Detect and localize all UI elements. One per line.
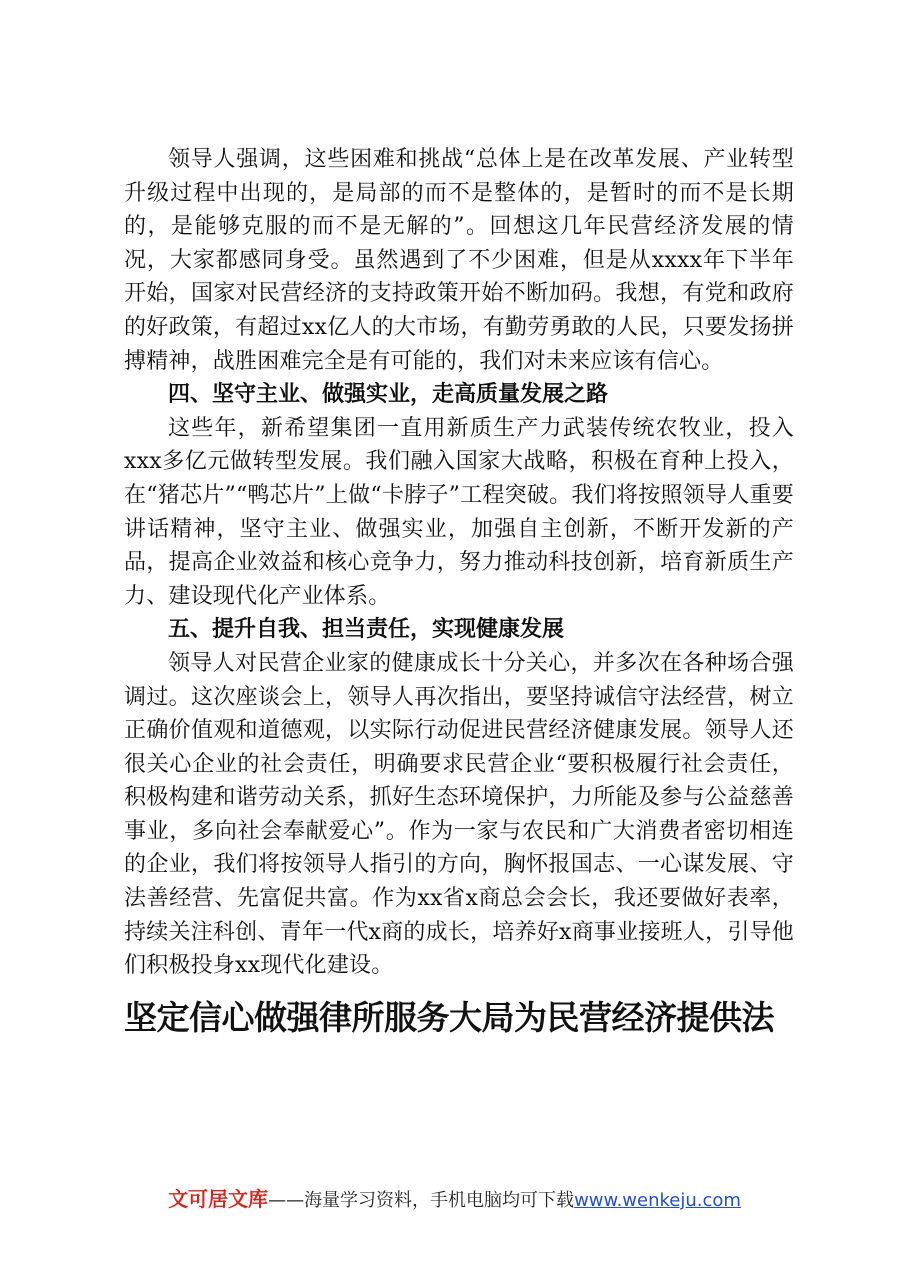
footer-link[interactable]: www.wenkeju.com — [574, 1190, 741, 1211]
footer-tagline: 海量学习资料，手机电脑均可下载 — [304, 1190, 575, 1211]
footer-brand: 文可居文库 — [168, 1187, 269, 1211]
section-heading-5: 五、提升自我、担当责任，实现健康发展 — [168, 617, 565, 643]
body-paragraph: 这些年，新希望集团一直用新质生产力武装传统农牧业，投入xxx多亿元做转型发展。我们融入国家大战略，积极在育种上投入，在“猪芯片”“鸭芯片”上做“卡脖子”工程突破。我们将按照领导人重要讲话精神，坚守主业、做强实业，加强自主创新，不断开发新的产品，提高企业效益和核心竞争力，努力推动科技创新，培育新质生产力、建设现代化产业体系。 — [124, 415, 794, 609]
section-heading-4: 四、坚守主业、做强实业，走高质量发展之路 — [168, 382, 609, 408]
footer-dash: —— — [268, 1190, 305, 1211]
body-paragraph: 领导人对民营企业家的健康成长十分关心，并多次在各种场合强调过。这次座谈会上，领导人再次指出，要坚持诚信守法经营，树立正确价值观和道德观，以实际行动促进民营经济健康发展。领导人还很关心企业的社会责任，明确要求民营企业“要积极履行社会责任，积极构建和谐劳动关系，抓好生态环境保护，力所能及参与公益慈善事业，多向社会奉献爱心”。作为一家与农民和广大消费者密切相连的企业，我们将按领导人指引的方向，胸怀报国志、一心谋发展、守法善经营、先富促共富。作为xx省x商总会会长，我还要做好表率，持续关注科创、青年一代x商的成长，培养好x商事业接班人，引导他们积极投身xx现代化建设。 — [124, 650, 794, 979]
footer-banner — [0, 1183, 909, 1212]
document-body — [124, 143, 794, 1043]
body-paragraph: 领导人强调，这些困难和挑战“总体上是在改革发展、产业转型升级过程中出现的，是局部的而不是整体的，是暂时的而不是长期的，是能够克服的而不是无解的”。回想这几年民营经济发展的情况，大家都感同身受。虽然遇到了不少困难，但是从xxxx年下半年开始，国家对民营经济的支持政策开始不断加码。我想，有党和政府的好政策，有超过xx亿人的大市场，有勤劳勇敢的人民，只要发扬拼搏精神，战胜困难完全是有可能的，我们对未来应该有信心。 — [124, 147, 794, 374]
next-article-title: 坚定信心做强律所服务大局为民营经济提供法 — [124, 997, 774, 1037]
